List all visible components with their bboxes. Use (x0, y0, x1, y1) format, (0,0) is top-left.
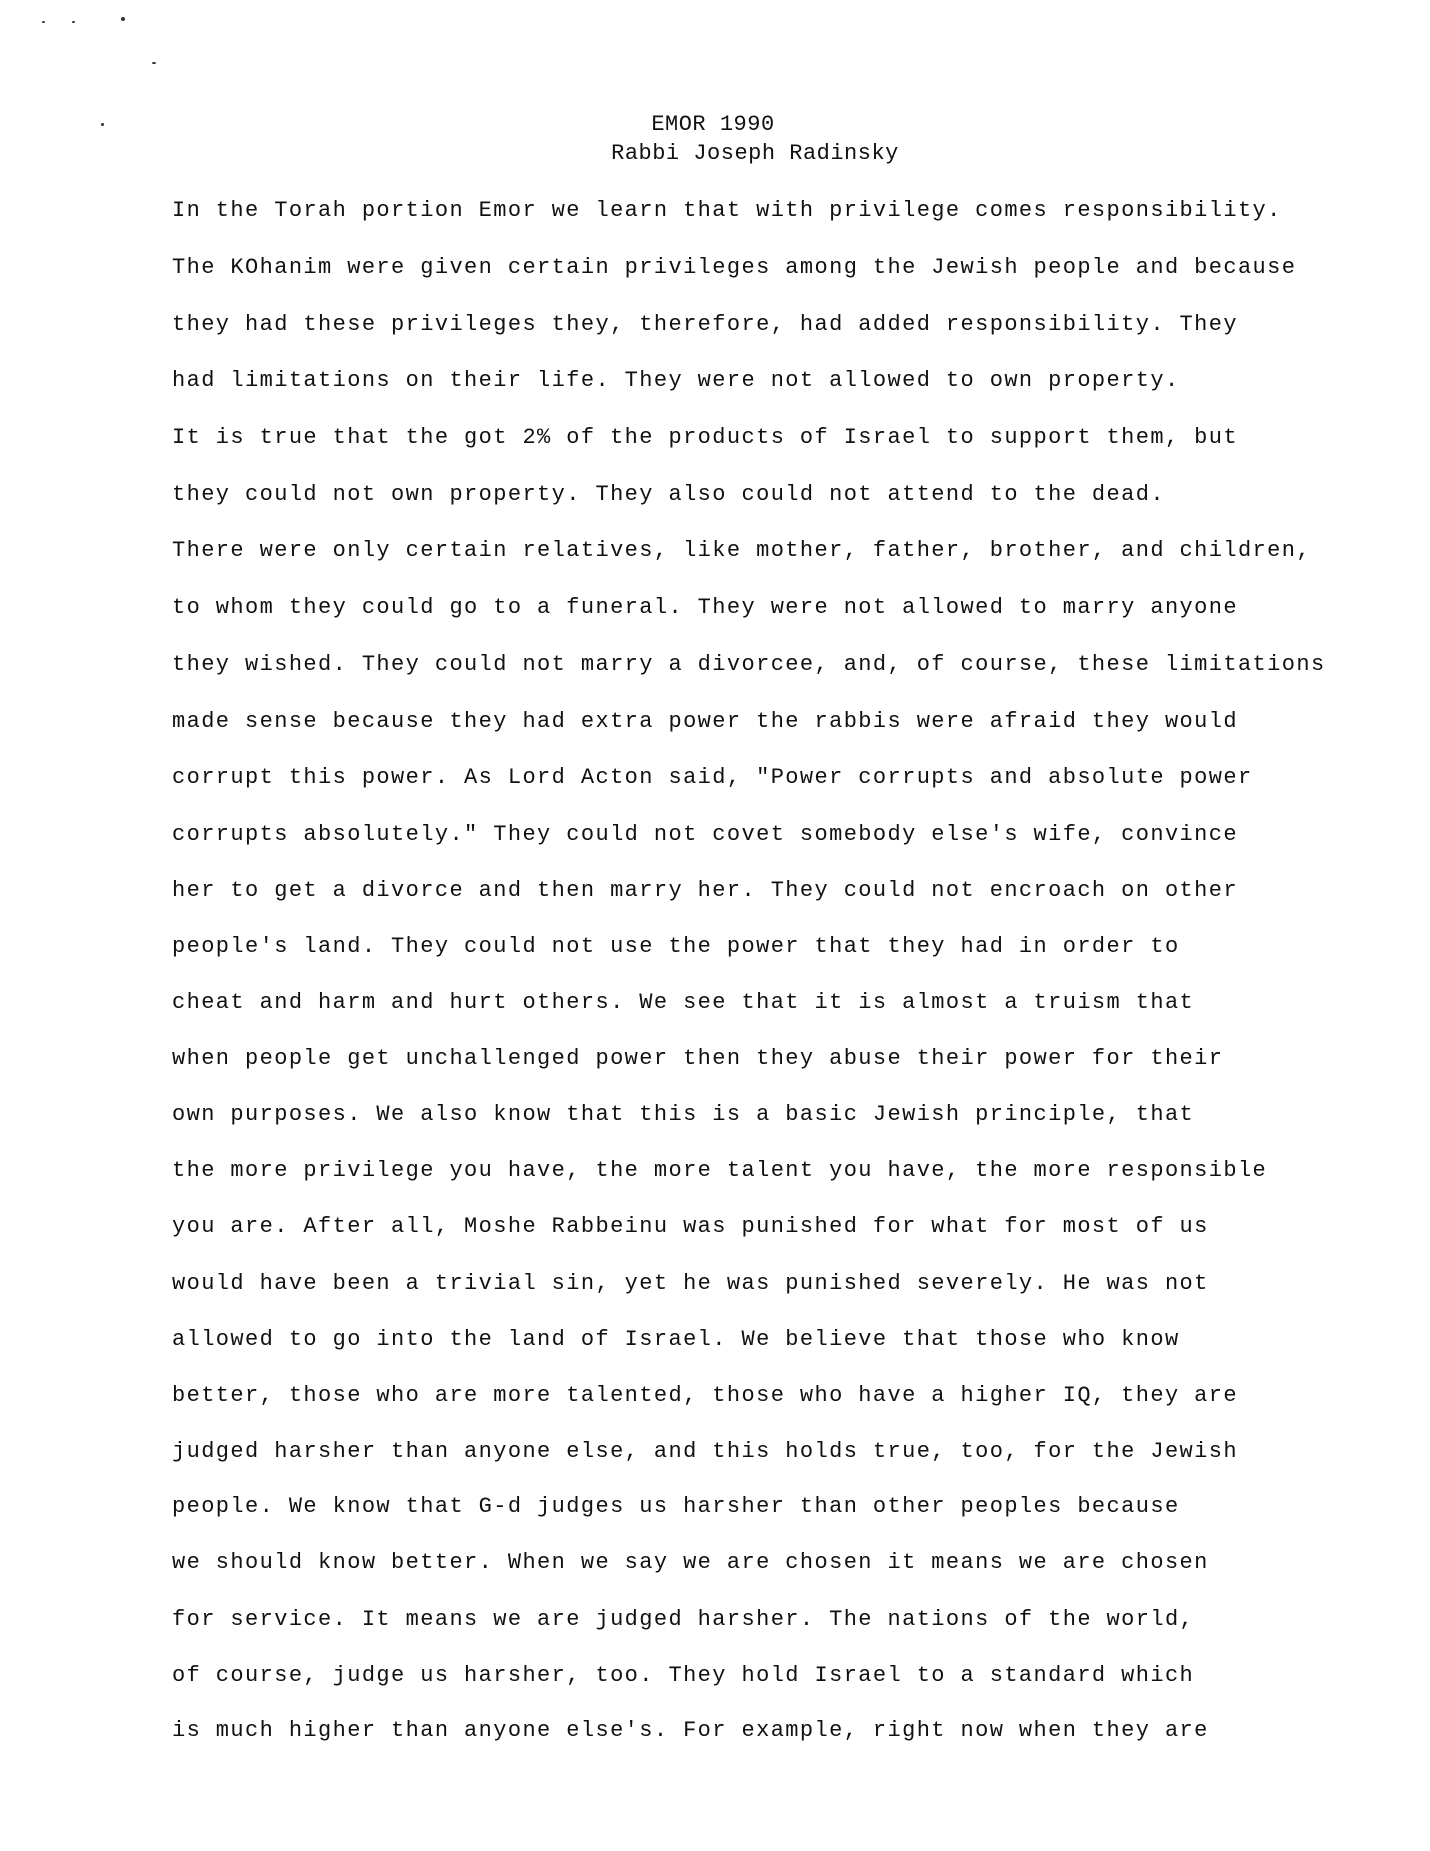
text-line: when people get unchallenged power then they abuse their power for their (172, 1046, 1224, 1071)
text-line: the more privilege you have, the more talent you have, the more responsible (172, 1158, 1268, 1183)
text-line: own purposes. We also know that this is a basic Jewish principle, that (172, 1102, 1195, 1127)
text-line: of course, judge us harsher, too. They hold Israel to a standard which (172, 1663, 1195, 1688)
text-line: It is true that the got 2% of the products of Israel to support them, but (172, 425, 1238, 450)
document-title: EMOR 1990 (651, 112, 775, 137)
text-line: they had these privileges they, therefore, had added responsibility. They (172, 312, 1238, 337)
text-line: they wished. They could not marry a divorcee, and, of course, these limitations (172, 652, 1326, 677)
text-line: The KOhanim were given certain privileges among the Jewish people and because (172, 255, 1297, 280)
text-line: corrupts absolutely." They could not covet somebody else's wife, convince (172, 822, 1238, 847)
text-line: we should know better. When we say we are chosen it means we are chosen (172, 1550, 1209, 1575)
text-line: In the Torah portion Emor we learn that with privilege comes responsibility. (172, 198, 1282, 223)
scan-speck (72, 21, 75, 23)
text-line: made sense because they had extra power the rabbis were afraid they would (172, 709, 1238, 734)
text-line: cheat and harm and hurt others. We see that it is almost a truism that (172, 990, 1195, 1015)
text-line: There were only certain relatives, like mother, father, brother, and children, (172, 538, 1311, 563)
text-line: people. We know that G-d judges us harsher than other peoples because (172, 1494, 1180, 1519)
text-line: people's land. They could not use the power that they had in order to (172, 934, 1180, 959)
text-line: you are. After all, Moshe Rabbeinu was punished for what for most of us (172, 1214, 1209, 1239)
text-line: had limitations on their life. They were not allowed to own property. (172, 368, 1180, 393)
document-author: Rabbi Joseph Radinsky (611, 141, 899, 166)
text-line: is much higher than anyone else's. For example, right now when they are (172, 1718, 1209, 1743)
text-line: her to get a divorce and then marry her. They could not encroach on other (172, 878, 1238, 903)
text-line: for service. It means we are judged harsher. The nations of the world, (172, 1607, 1195, 1632)
text-line: corrupt this power. As Lord Acton said, "Power corrupts and absolute power (172, 765, 1253, 790)
text-line: to whom they could go to a funeral. They were not allowed to marry anyone (172, 595, 1238, 620)
text-line: better, those who are more talented, those who have a higher IQ, they are (172, 1383, 1238, 1408)
text-line: allowed to go into the land of Israel. We believe that those who know (172, 1327, 1180, 1352)
scan-speck (121, 17, 125, 21)
text-line: they could not own property. They also could not attend to the dead. (172, 482, 1165, 507)
text-line: would have been a trivial sin, yet he was punished severely. He was not (172, 1271, 1209, 1296)
scan-speck (152, 62, 156, 64)
text-line: judged harsher than anyone else, and this holds true, too, for the Jewish (172, 1439, 1238, 1464)
scan-speck (42, 21, 45, 23)
